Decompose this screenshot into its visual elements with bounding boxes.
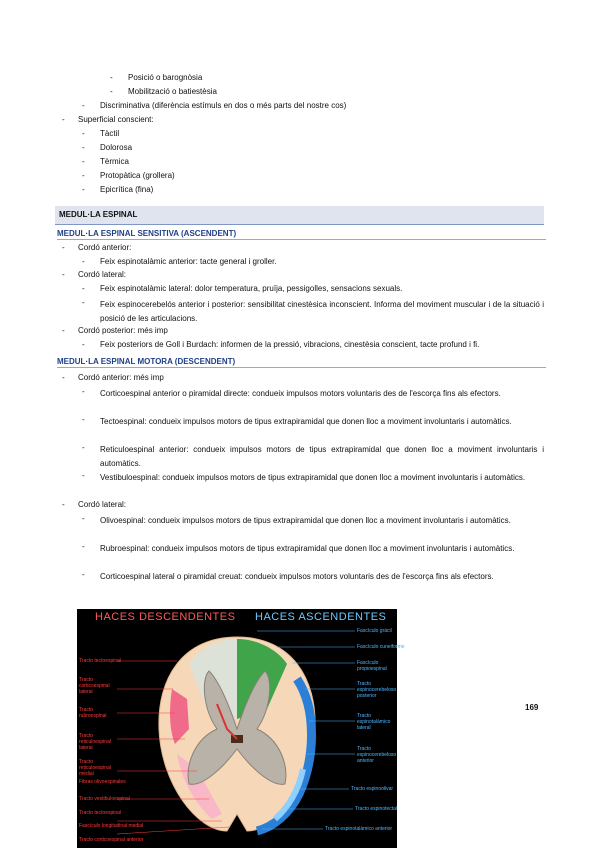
list-dash: - <box>62 270 65 279</box>
list-item: Discriminativa (diferència estímuls en dos o més parts del nostre cos) <box>100 101 347 110</box>
figure-label-left: Tracto vestibuloespinal <box>79 796 130 802</box>
list-dash: - <box>82 542 85 551</box>
list-item: Feix espinotalàmic lateral: dolor temperatura, pruïja, pessigolles, sensacions sexuals. <box>100 284 403 293</box>
figure-label-left: Tracto reticuloespinal lateral <box>79 733 111 751</box>
list-item: Feix posteriors de Goll i Burdach: informen de la pressió, vibracions, cinestèsia conscient, tacte profund i fi. <box>100 340 480 349</box>
list-item: Tàctil <box>100 129 120 138</box>
list-item: Feix espinotalàmic anterior: tacte general i groller. <box>100 257 277 266</box>
figure-title-descending: HACES DESCENDENTES <box>95 611 236 623</box>
figure-label-right: Tracto espinocerebeloso anterior <box>357 746 397 764</box>
list-dash: - <box>82 471 85 480</box>
figure-label-right: Fascículo propioespinal <box>357 660 387 672</box>
list-dash: - <box>82 298 85 307</box>
list-dash: - <box>82 340 85 349</box>
figure-label-right: Tracto espinocerebeloso posterior <box>357 681 397 699</box>
list-dash: - <box>82 415 85 424</box>
list-item: Rubroespinal: condueix impulsos motors de tipus extrapiramidal que donen lloc a moviment involuntaris i automàtics. <box>100 544 515 553</box>
figure-label-left: Tracto tectoespinal <box>79 658 122 664</box>
list-dash: - <box>62 243 65 252</box>
list-item: Corticoespinal anterior o piramidal directe: condueix impulsos motors voluntaris des de l'escorça fins als efectors. <box>100 389 501 398</box>
spinal-cord-diagram <box>77 609 405 848</box>
section-title: MEDUL·LA ESPINAL <box>59 210 138 219</box>
list-dash: - <box>82 387 85 396</box>
list-dash: - <box>82 129 85 138</box>
list-item: Feix espinocerebelós anterior i posterior: sensibilitat cinestèsica inconscient. Informa del moviment muscular i de la situació i posició de les articulacions. <box>100 300 544 323</box>
subsection-heading-sensitiva: MEDUL·LA ESPINAL SENSITIVA (ASCENDENT) <box>57 229 237 238</box>
figure-label-left: Fascículo longitudinal medial <box>79 823 144 829</box>
list-item: Dolorosa <box>100 143 133 152</box>
list-item: Reticuloespinal anterior: condueix impulsos motors de tipus extrapiramidal que donen lloc a moviment involuntaris i automàtics. <box>100 445 544 468</box>
list-dash: - <box>82 257 85 266</box>
list-dash: - <box>82 514 85 523</box>
list-dash: - <box>82 171 85 180</box>
figure-label-left: Tracto tectoespinal <box>79 810 122 816</box>
list-item: Tectoespinal: condueix impulsos motors de tipus extrapiramidal que donen lloc a moviment involuntaris i automàtics. <box>100 417 512 426</box>
section-header <box>55 206 544 225</box>
list-item: Protopàtica (grollera) <box>100 171 175 180</box>
list-item: Vestibuloespinal: condueix impulsos motors de tipus extrapiramidal que donen lloc a moviment involuntaris i automàtics. <box>100 473 526 482</box>
figure-label-right: Fascículo grácil <box>357 628 392 634</box>
figure-label-left: Fibras olivoespinales <box>79 779 126 785</box>
list-dash: - <box>82 185 85 194</box>
page-number: 169 <box>525 703 539 712</box>
list-item: Cordó lateral: <box>78 270 127 279</box>
list-item: Cordó lateral: <box>78 500 127 509</box>
list-item: Posició o barognòsia <box>128 73 203 82</box>
figure-label-left: Tracto rubroespinal <box>79 707 107 719</box>
divider <box>57 367 546 368</box>
list-dash: - <box>82 284 85 293</box>
list-dash: - <box>62 326 65 335</box>
figure-label-left: Tracto reticuloespinal medial <box>79 759 111 777</box>
list-item: Epicrítica (fina) <box>100 185 154 194</box>
list-item: Cordó anterior: més imp <box>78 373 164 382</box>
figure-label-right: Fascículo cuneiforme <box>357 644 405 650</box>
figure-label-left: Tracto corticoespinal lateral <box>79 677 110 695</box>
spinal-cord-illustration <box>77 609 397 848</box>
figure-label-right: Tracto espinotalámico anterior <box>325 826 393 832</box>
list-item: Superficial conscient: <box>78 115 154 124</box>
list-dash: - <box>82 570 85 579</box>
list-dash: - <box>82 443 85 452</box>
subsection-heading-motora: MEDUL·LA ESPINAL MOTORA (DESCENDENT) <box>57 357 236 366</box>
list-item: Cordó posterior: més imp <box>78 326 168 335</box>
list-dash: - <box>110 73 113 82</box>
list-dash: - <box>110 87 113 96</box>
list-item: Corticoespinal lateral o piramidal creuat: condueix impulsos motors voluntaris des de l'escorça fins als efectors. <box>100 572 494 581</box>
figure-label-right: Tracto espinotectal <box>355 806 398 812</box>
divider <box>57 239 546 240</box>
list-dash: - <box>82 157 85 166</box>
list-dash: - <box>82 143 85 152</box>
list-dash: - <box>82 101 85 110</box>
list-dash: - <box>62 373 65 382</box>
list-dash: - <box>62 115 65 124</box>
list-item: Olivoespinal: condueix impulsos motors de tipus extrapiramidal que donen lloc a moviment involuntaris i automàtics. <box>100 516 511 525</box>
list-dash: - <box>62 500 65 509</box>
figure-label-right: Tracto espinotalámico lateral <box>357 713 391 731</box>
figure-label-right: Tracto espinoolivar <box>351 786 394 792</box>
figure-label-left: Tracto corticoespinal anterior <box>79 837 144 843</box>
list-item: Cordó anterior: <box>78 243 132 252</box>
list-item: Tèrmica <box>100 157 129 166</box>
list-item: Mobilització o batiestèsia <box>128 87 217 96</box>
figure-title-ascending: HACES ASCENDENTES <box>255 611 387 623</box>
